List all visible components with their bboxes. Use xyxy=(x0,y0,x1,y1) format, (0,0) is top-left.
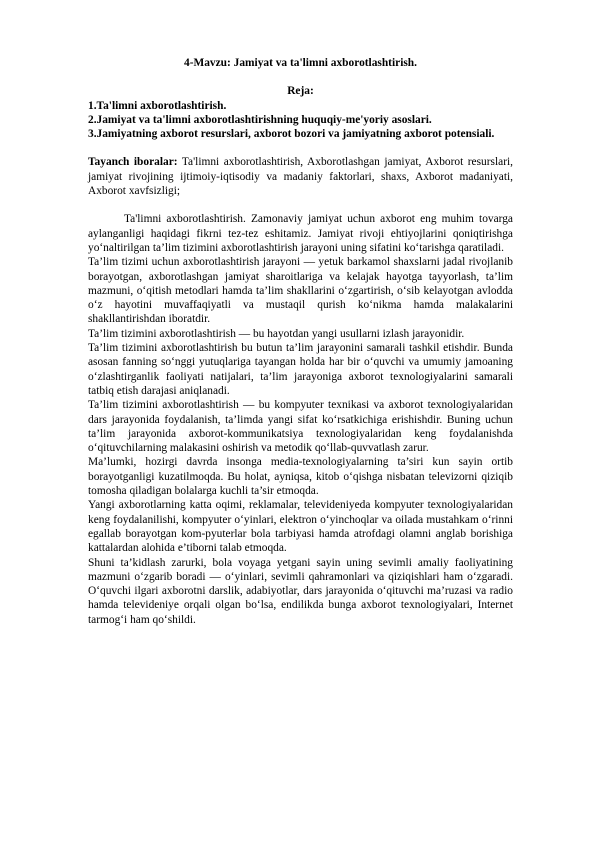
body-paragraph: Ta'limni axborotlashtirish. Zamonaviy jamiyat uchun axborot eng muhim tovarga aylanganligi haqidagi fikrni tez-tez eshitamiz. Jamiyat rivoji ehtiyojlarini qoniqtirishga yo‘naltirilgan ta’lim tizimini axborotlashtirish jarayoni uning sifatini ko‘tarishga qaratiladi. xyxy=(88,213,513,254)
keywords-paragraph xyxy=(88,155,513,198)
body-paragraph: Ma’lumki, hozirgi davrda insonga media-texnologiyalarning ta’siri kun sayin ortib borayotganligi kuzatilmoqda. Bu holat, ayniqsa, kitob o‘qishga nisbatan televizorni qiziqib tomosha qiladigan bolalarga kuchli ta’sir etmoqda. xyxy=(88,456,513,498)
body-paragraph: Ta’lim tizimi uchun axborotlashtirish jarayoni — yetuk barkamol shaxslarni jadal rivojlanib borayotgan, axborotlashgan jamiyat sharoitlariga va kelajak hayotga tayyorlash, ta’lim mazmuni, o‘qitish metodlari hamda ta’lim shakllarini o‘zgartirish, o‘sib kelayotgan avlodda o‘z hayotini muvaffaqiyatli va mustaqil qurish ko‘nikma hamda malakalarini shakllantirishdan iboratdir. xyxy=(88,256,513,326)
body-paragraph: Ta’lim tizimini axborotlashtirish — bu hayotdan yangi usullarni izlash jarayonidir. xyxy=(88,327,465,340)
keywords-text: Ta'limni axborotlashtirish, Axborotlashgan jamiyat, Axborot resurslari, jamiyat rivojining ijtimoiy-iqtisodiy va madaniy faktorlari, shaxs, Axborot madaniyati, Axborot xavfsizligi; xyxy=(88,156,513,198)
keywords-label: Tayanch iboralar: xyxy=(88,156,178,169)
body-paragraph: Ta’lim tizimini axborotlashtirish bu butun ta’lim jarayonini samarali tashkil etishdir. Bunda asosan fanning so‘nggi yutuqlariga tayangan holda har bir o‘quvchi va umumiy jamoaning o‘zlashtirganlik faoliyati natijalari, ta’lim jarayoniga axborot texnologiyalarini samarali tatbiq etish darajasi aniqlanadi. xyxy=(88,342,513,397)
document-title: 4-Mavzu: Jamiyat va ta'limni axborotlashtirish. xyxy=(184,57,417,69)
body-paragraph: Yangi axborotlarning katta oqimi, reklamalar, televideniyeda kompyuter texnologiyalaridan keng foydalanilishi, kompyuter o‘yinlari, elektron o‘yinchoqlar va oilada mustahkam o‘rinni egallab borayotgan kom-pyuterlar bola tarbiyasi hamda atrofdagi olamni anglab borishiga kattalardan alohida e’tiborni talab etmoqda. xyxy=(88,499,513,555)
document-page xyxy=(88,56,513,627)
plan-item: 3.Jamiyatning axborot resurslari, axborot bozori va jamiyatning axborot potensiali. xyxy=(88,128,495,141)
body-paragraph: Ta’lim tizimini axborotlashtirish — bu kompyuter texnikasi va axborot texnologiyalaridan dars jarayonida foydalanish, ta’limda yangi sifat ko‘rsatkichiga erishishdir. Buning uchun ta’lim jarayonida axborot-kommunikatsiya texnologiyalaridan keng foydalanishda o‘qituvchilarning malakasini oshirish va metodik qo‘llab-quvvatlash zarur. xyxy=(88,399,513,455)
body-paragraph: Shuni ta’kidlash zarurki, bola voyaga yetgani sayin uning sevimli amaliy faoliyatining mazmuni o‘zgarib boradi — o‘yinlari, sevimli qahramonlari va qiziqishlari ham o‘zgaradi. O‘quvchi ilgari axborotni darslik, adabiyotlar, dars jarayonida o‘qituvchi ma’ruzasi va radio hamda televideniye orqali olgan bo‘lsa, endilikda bunga axborot texnologiyalari, Internet tarmog‘i ham qo‘shildi. xyxy=(88,556,513,626)
plan-item: 2.Jamiyat va ta'limni axborotlashtirishning huquqiy-me'yoriy asoslari. xyxy=(88,113,432,126)
plan-heading: Reja: xyxy=(287,85,314,98)
plan-item: 1.Ta'limni axborotlashtirish. xyxy=(88,99,227,112)
